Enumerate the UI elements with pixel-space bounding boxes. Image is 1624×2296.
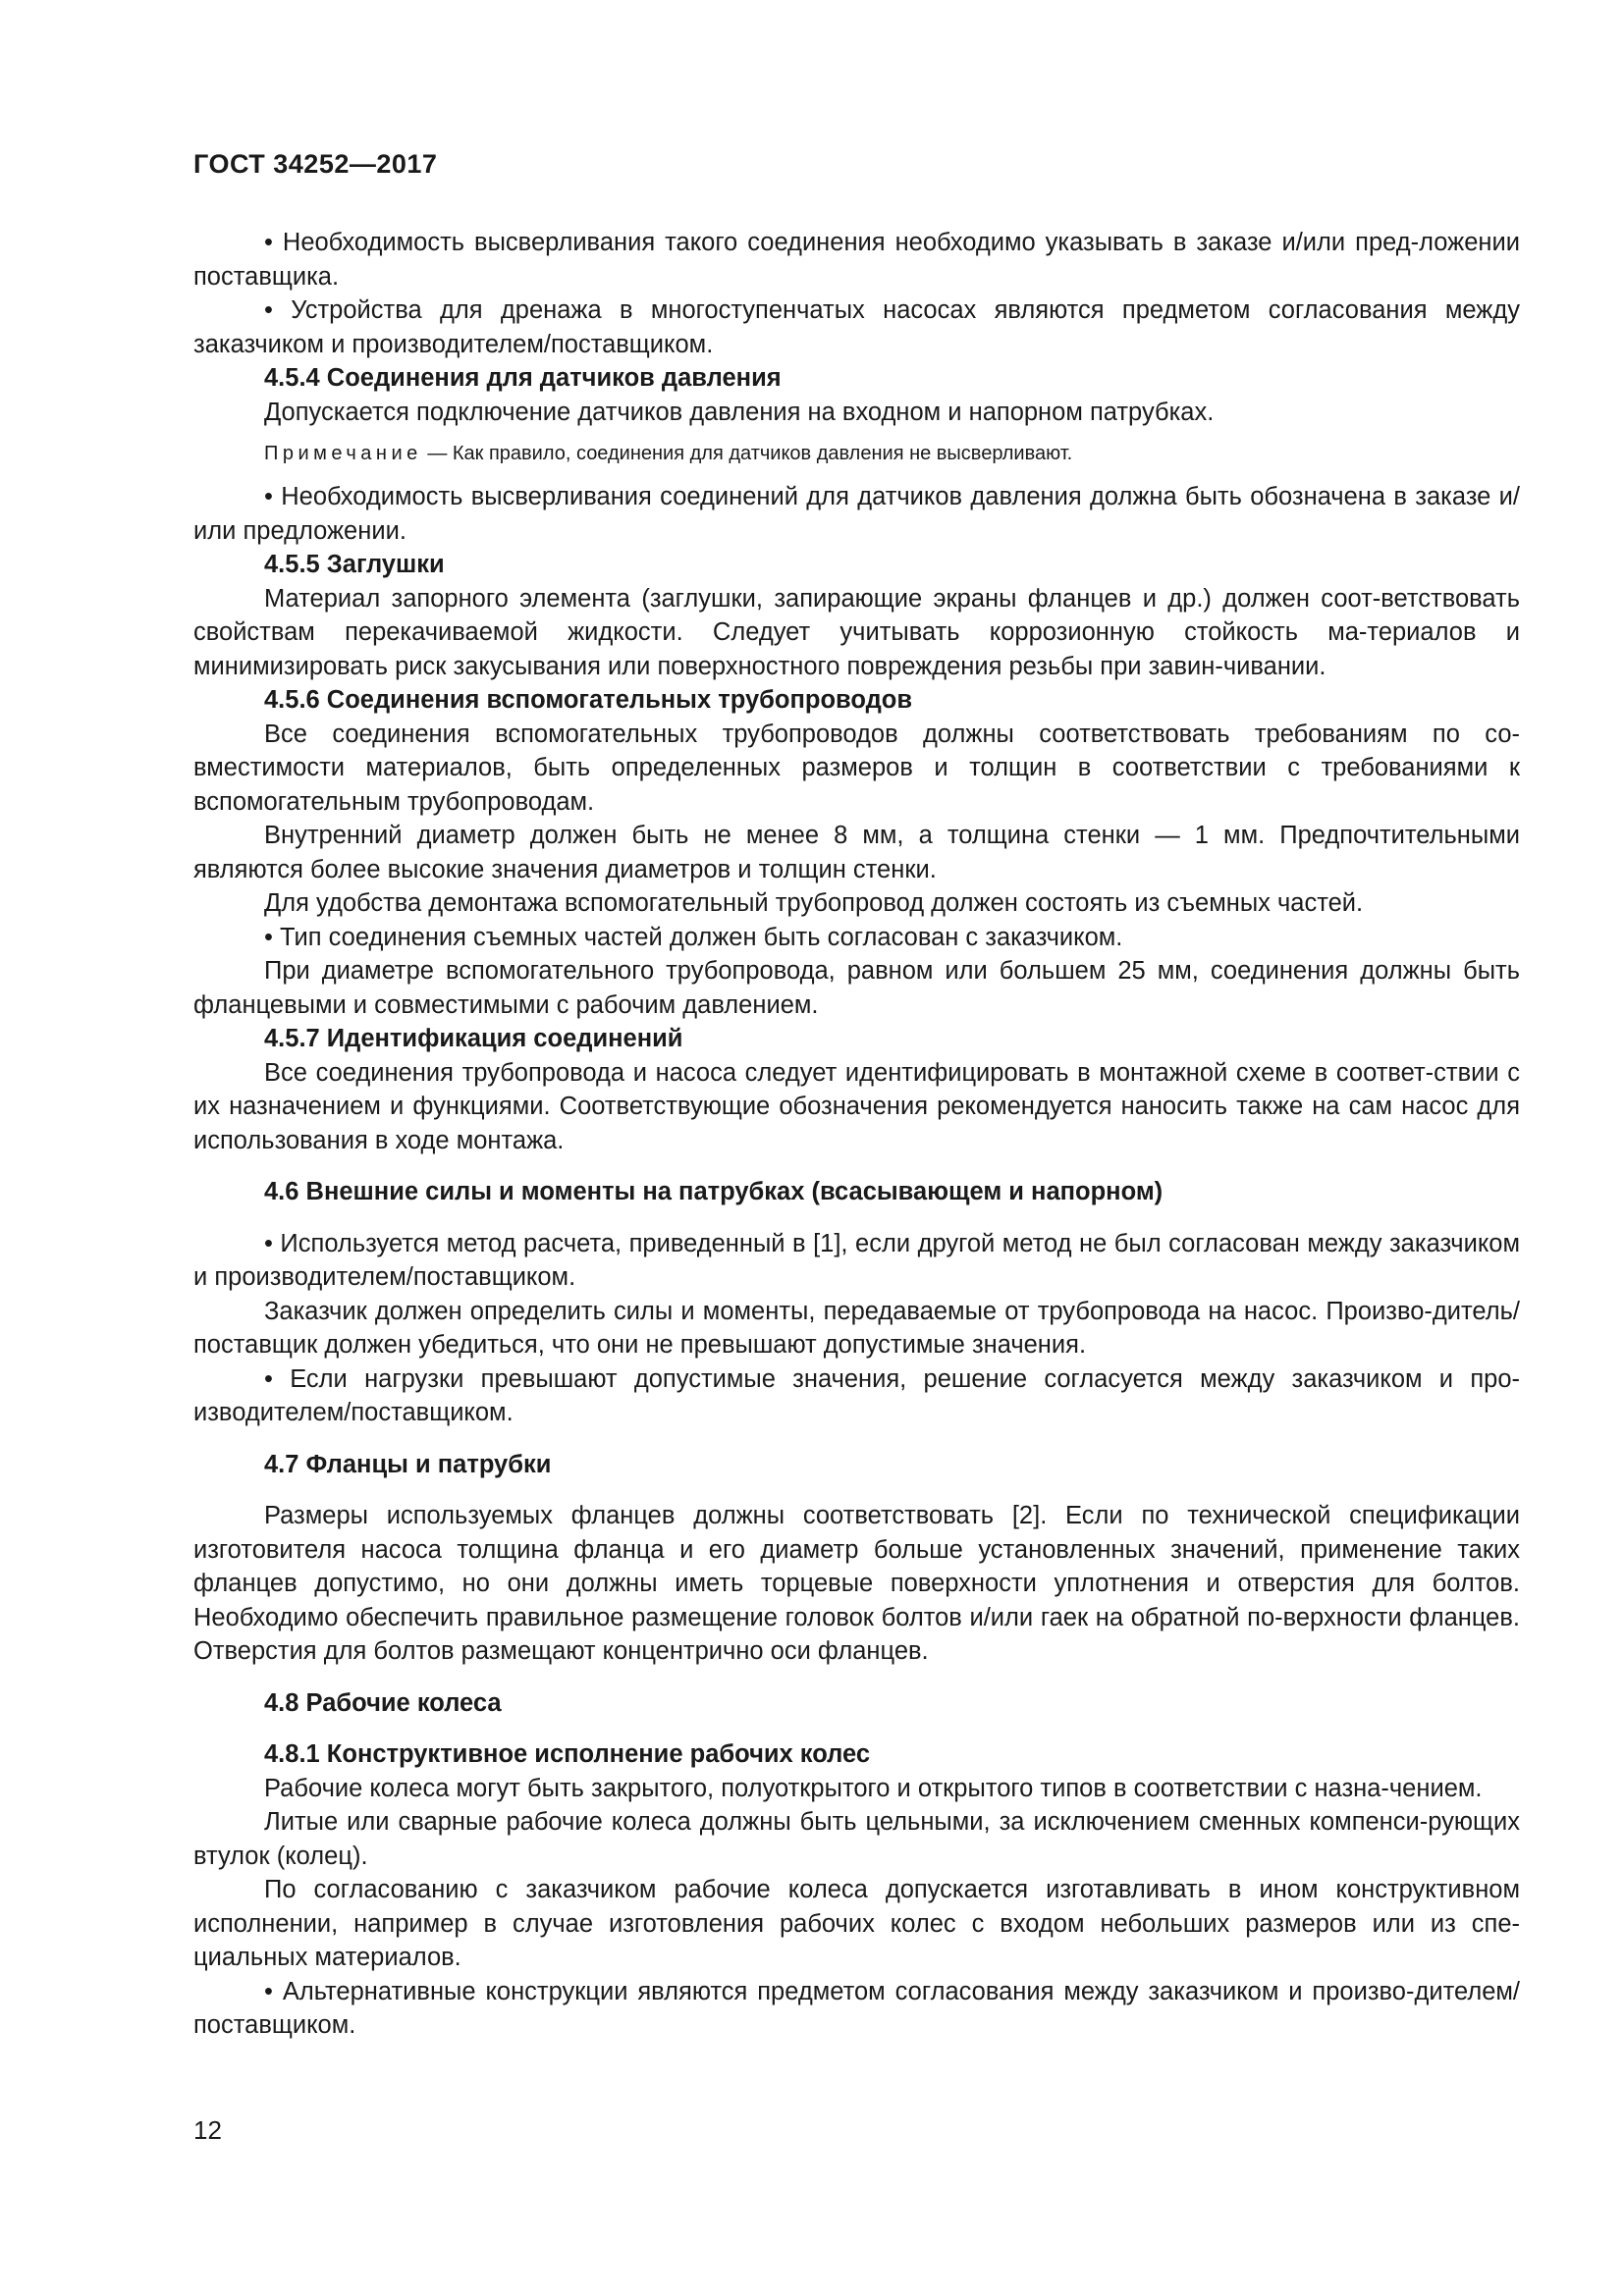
paragraph: • Если нагрузки превышают допустимые значения, решение согласуется между заказчиком и про-изводителем/поставщиком. <box>193 1364 1520 1426</box>
note <box>193 439 1520 468</box>
paragraph: • Необходимость высверливания такого соединения необходимо указывать в заказе и/или пред-ложении поставщика. <box>193 229 1520 291</box>
section-heading-4-5-5: 4.5.5 Заглушки <box>264 551 445 578</box>
paragraph: Все соединения вспомогательных трубопроводов должны соответствовать требованиям по со-вместимости материалов, быть определенных размеров и толщин в соответствии с требованиями к вспомогательным трубопроводам. <box>193 720 1520 816</box>
section-heading-4-5-6: 4.5.6 Соединения вспомогательных трубопроводов <box>264 686 913 714</box>
paragraph: При диаметре вспомогательного трубопровода, равном или большем 25 мм, соединения должны быть фланцевыми и совместимыми с рабочим давлением. <box>193 957 1520 1019</box>
paragraph: Для удобства демонтажа вспомогательный трубопровод должен состоять из съемных частей. <box>264 889 1364 917</box>
paragraph: По согласованию с заказчиком рабочие колеса допускается изготавливать в ином конструктивном исполнении, например в случае изготовления рабочих колес с входом небольших размеров или из спе-циальных материалов. <box>193 1876 1520 1971</box>
paragraph: • Альтернативные конструкции являются предметом согласования между заказчиком и произво-дителем/поставщиком. <box>193 1977 1520 2039</box>
document-body <box>193 226 1520 2043</box>
section-heading-4-8-1: 4.8.1 Конструктивное исполнение рабочих колес <box>264 1740 871 1768</box>
paragraph: • Используется метод расчета, приведенный в [1], если другой метод не был согласован между заказчиком и производителем/поставщиком. <box>193 1229 1520 1291</box>
paragraph: Материал запорного элемента (заглушки, запирающие экраны фланцев и др.) должен соот-ветствовать свойствам перекачиваемой жидкости. Следует учитывать коррозионную стойкость ма-териалов и минимизировать риск закусывания или поверхностного повреждения резьбы при завин-чивании. <box>193 584 1520 680</box>
section-heading-4-7: 4.7 Фланцы и патрубки <box>264 1450 552 1478</box>
paragraph: Рабочие колеса могут быть закрытого, полуоткрытого и открытого типов в соответствии с назна-чением. <box>264 1774 1483 1802</box>
paragraph: • Устройства для дренажа в многоступенчатых насосах являются предметом согласования между заказчиком и производителем/поставщиком. <box>193 296 1520 358</box>
paragraph: • Необходимость высверливания соединений для датчиков давления должна быть обозначена в заказе и/или предложении. <box>193 483 1520 545</box>
paragraph: Все соединения трубопровода и насоса следует идентифицировать в монтажной схеме в соответ-ствии с их назначением и функциями. Соответствующие обозначения рекомендуется наносить также на сам насос для использования в ходе монтажа. <box>193 1058 1520 1154</box>
section-heading-4-6: 4.6 Внешние силы и моменты на патрубках (всасывающем и напорном) <box>264 1178 1164 1205</box>
paragraph: Внутренний диаметр должен быть не менее 8 мм, а толщина стенки — 1 мм. Предпочтительными являются более высокие значения диаметров и толщин стенки. <box>193 822 1520 883</box>
paragraph: Литые или сварные рабочие колеса должны быть цельными, за исключением сменных компенси-рующих втулок (колец). <box>193 1808 1520 1870</box>
paragraph: • Тип соединения съемных частей должен быть согласован с заказчиком. <box>264 923 1123 951</box>
note-text: — Как правило, соединения для датчиков давления не высверливают. <box>421 443 1073 464</box>
section-heading-4-5-4: 4.5.4 Соединения для датчиков давления <box>264 364 782 392</box>
paragraph: Допускается подключение датчиков давления на входном и напорном патрубках. <box>264 398 1215 426</box>
page-number: 12 <box>193 2115 222 2145</box>
document-header: ГОСТ 34252—2017 <box>193 149 438 179</box>
note-label: Примечание <box>264 443 422 464</box>
section-heading-4-5-7: 4.5.7 Идентификация соединений <box>264 1025 683 1052</box>
paragraph: Заказчик должен определить силы и моменты, передаваемые от трубопровода на насос. Произво-дитель/поставщик должен убедиться, что они не превышают допустимые значения. <box>193 1297 1520 1359</box>
paragraph: Размеры используемых фланцев должны соответствовать [2]. Если по технической спецификации изготовителя насоса толщина фланца и его диаметр больше установленных значений, применение таких фланцев допустимо, но они должны иметь торцевые поверхности уплотнения и отверстия для болтов. Необходимо обеспечить правильное размещение головок болтов и/или гаек на обратной по-верхности фланцев. Отверстия для болтов размещают концентрично оси фланцев. <box>193 1502 1520 1665</box>
section-heading-4-8: 4.8 Рабочие колеса <box>264 1688 502 1717</box>
